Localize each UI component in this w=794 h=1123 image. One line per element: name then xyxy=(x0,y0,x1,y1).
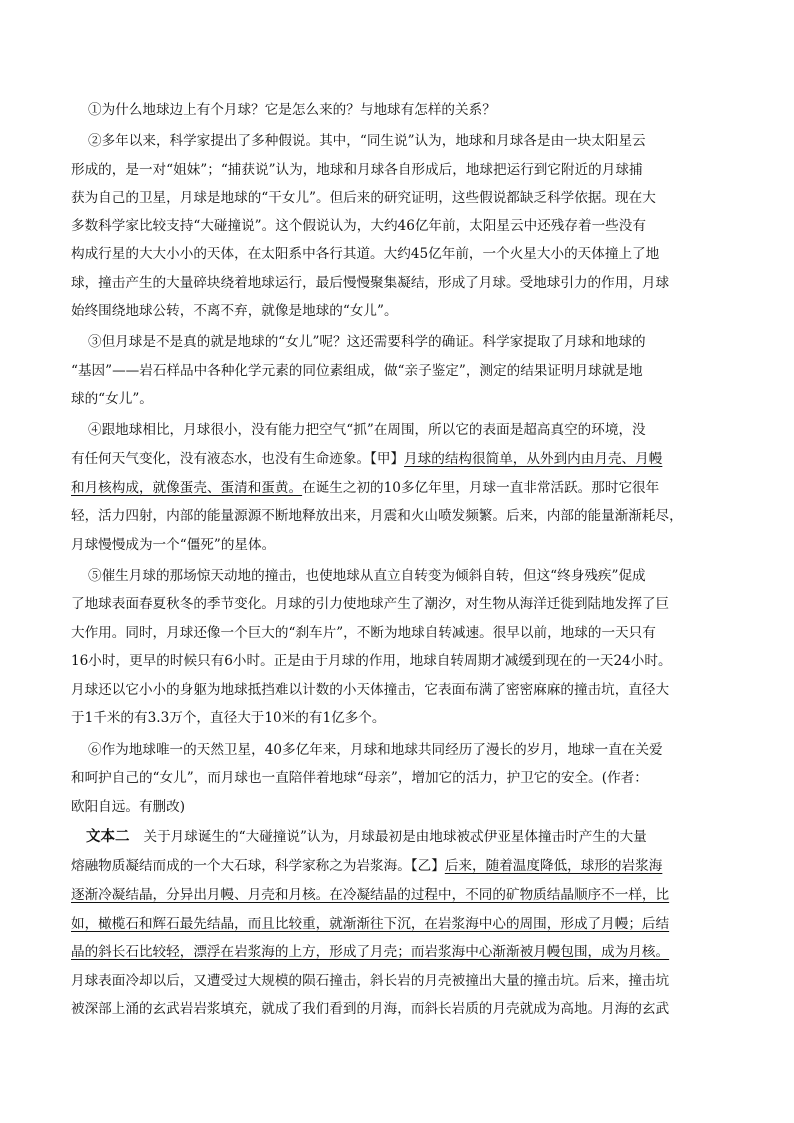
underlined-passage-jia: 月球的结构很简单，从外到内由月壳、月幔 xyxy=(404,451,663,467)
text-two-line-7: 被深部上涌的玄武岩岩浆填充，就成了我们看到的月海，而斜长岩质的月壳就成为高地。月海的玄武 xyxy=(71,1001,670,1017)
text-two-line-1-body: 关于月球诞生的“大碰撞说”认为，月球最初是由地球被忒伊亚星体撞击时产生的大量 xyxy=(143,829,647,845)
paragraph-2-line-4: 多数科学家比较支持“大碰撞说”。这个假说认为，大约46亿年前，太阳星云中还残存着一些没有 xyxy=(71,218,646,234)
text-two-label: 文本二 xyxy=(86,829,130,845)
paragraph-4-line-2-plain: 有任何天气变化，没有液态水，也没有生命迹象。【甲】 xyxy=(71,451,405,467)
paragraph-6-line-3: 欧阳自远。有删改) xyxy=(71,799,186,815)
paragraph-4-line-4: 轻，活力四射，内部的能量源源不断地释放出来，月震和火山喷发频繁。后来，内部的能量渐渐耗尽， xyxy=(71,508,683,524)
text-two-line-2-plain: 熔融物质凝结而成的一个大石球，科学家称之为岩浆海。【乙】 xyxy=(71,858,445,874)
paragraph-4-line-5: 月球慢慢成为一个“僵死”的星体。 xyxy=(71,537,276,553)
paragraph-5-line-5: 月球还以它小小的身躯为地球抵挡难以计数的小天体撞击，它表面布满了密密麻麻的撞击坑，直径大 xyxy=(71,682,670,698)
paragraph-4-line-3 xyxy=(71,478,659,498)
text-two-line-3: 逐渐冷凝结晶，分异出月幔、月壳和月核。在冷凝结晶的过程中，不同的矿物质结晶顺序不一样，比 xyxy=(71,887,670,903)
paragraph-2-line-2: 形成的，是一对“姐妹”；“捕获说”认为，地球和月球各自形成后，地球把运行到它附近的月球捕 xyxy=(71,162,643,178)
text-two-line-2 xyxy=(71,856,662,876)
paragraph-2-line-3: 获为自己的卫星，月球是地球的“干女儿”。但后来的研究证明，这些假说都缺乏科学依据。现在大 xyxy=(71,190,656,206)
paragraph-5-line-2: 了地球表面春夏秋冬的季节变化。月球的引力使地球产生了潮汐，对生物从海洋迁徙到陆地发挥了巨 xyxy=(71,596,670,612)
paragraph-3-line-2: “基因”——岩石样品中各种化学元素的同位素组成，做“亲子鉴定”，测定的结果证明月球就是地 xyxy=(71,363,643,379)
paragraph-5-line-4: 16小时，更早的时候只有6小时。正是由于月球的作用，地球自转周期才减缓到现在的一天24小时。 xyxy=(71,653,672,669)
paragraph-2-line-6: 球，撞击产生的大量碎块绕着地球运行，最后慢慢聚集凝结，形成了月球。受地球引力的作用，月球 xyxy=(71,275,670,291)
paragraph-4-line-2 xyxy=(71,449,662,469)
underlined-passage-jia-end: 和月核构成，就像蛋壳、蛋清和蛋黄。 xyxy=(71,480,303,496)
text-two-line-5: 晶的斜长石比较轻，漂浮在岩浆海的上方，形成了月壳；而岩浆海中心渐渐被月幔包围，成为月核。 xyxy=(71,944,670,960)
paragraph-5-line-1: ⑤催生月球的那场惊天动地的撞击，也使地球从直立自转变为倾斜自转，但这“终身残疾”促成 xyxy=(88,568,646,584)
paragraph-3-line-3: 球的“女儿”。 xyxy=(71,391,153,407)
paragraph-4-line-1: ④跟地球相比，月球很小，没有能力把空气“抓”在周围，所以它的表面是超高真空的环境，没 xyxy=(88,422,646,438)
paragraph-4-line-3-plain: 在诞生之初的10多亿年里，月球一直非常活跃。那时它很年 xyxy=(302,480,660,496)
text-two-line-1 xyxy=(86,827,647,847)
text-two-line-4: 如，橄榄石和辉石最先结晶，而且比较重，就渐渐往下沉，在岩浆海中心的周围，形成了月幔；后结 xyxy=(71,916,670,932)
paragraph-2-line-1: ②多年以来，科学家提出了多种假说。其中，“同生说”认为，地球和月球各是由一块太阳星云 xyxy=(88,133,646,149)
text-two-line-6: 月球表面冷却以后，又遭受过大规模的陨石撞击，斜长岩的月壳被撞出大量的撞击坑。后来，撞击坑 xyxy=(71,973,670,989)
paragraph-6-line-2: 和呵护自己的“女儿”，而月球也一直陪伴着地球“母亲”，增加它的活力，护卫它的安全。(作者： xyxy=(71,770,648,786)
paragraph-6-line-1: ⑥作为地球唯一的天然卫星，40多亿年来，月球和地球共同经历了漫长的岁月，地球一直在关爱 xyxy=(88,742,663,758)
paragraph-3-line-1: ③但月球是不是真的就是地球的“女儿”呢？这还需要科学的确证。科学家提取了月球和地球的 xyxy=(88,334,646,350)
paragraph-5-line-3: 大作用。同时，月球还像一个巨大的“刹车片”，不断为地球自转减速。很早以前，地球的一天只有 xyxy=(71,625,656,641)
paragraph-5-line-6: 于1千米的有3.3万个，直径大于10米的有1亿多个。 xyxy=(71,710,386,726)
underlined-passage-yi: 后来，随着温度降低，球形的岩浆海 xyxy=(444,858,663,874)
paragraph-1-line-1: ①为什么地球边上有个月球？它是怎么来的？与地球有怎样的关系？ xyxy=(88,102,496,118)
paragraph-2-line-7: 始终围绕地球公转，不离不弃，就像是地球的“女儿”。 xyxy=(71,303,398,319)
paragraph-2-line-5: 构成行星的大大小小的天体，在太阳系中各行其道。大约45亿年前，一个火星大小的天体撞上了地 xyxy=(71,246,660,262)
